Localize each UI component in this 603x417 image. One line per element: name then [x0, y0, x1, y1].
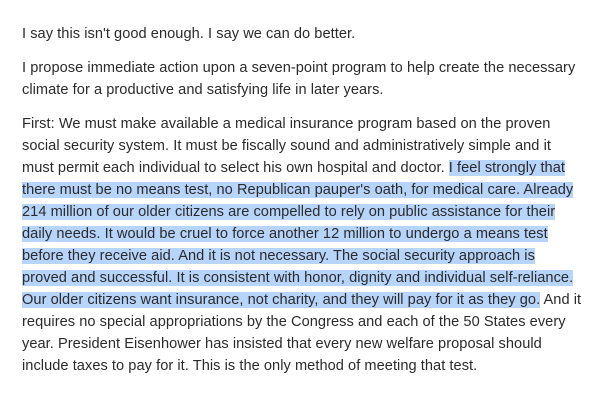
paragraph-intro: I say this isn't good enough. I say we can do better. — [22, 26, 356, 42]
paragraph-text-before-selection: First: We must make available a medical insurance program based on the proven social security system. It must be fiscally sound and administratively simple and it must permit each individual to select his own hospital and doctor. — [22, 116, 551, 176]
paragraph-proposal: I propose immediate action upon a seven-point program to help create the necessary climate for a productive and satisfying life in later years. — [22, 60, 576, 98]
article-body — [22, 23, 582, 377]
selected-text-highlight[interactable]: I feel strongly that there must be no means test, no Republican pauper's oath, for medical care. Already 214 million of our older citizens are compelled to rely on public assistance for their daily needs. It would be cruel to force another 12 million to undergo a means test before they receive aid. And it is not necessary. The social security approach is proved and successful. It is consistent with honor, dignity and individual self-reliance. Our older citizens want insurance, not charity, and they will pay for it as they go. — [22, 160, 574, 308]
paragraph-text-after-selection: And it requires no special appropriations by the Congress and each of the 50 States every year. President Eisenhower has insisted that every new welfare proposal should include taxes to pay for it. This is the only method of meeting that test. — [22, 292, 582, 374]
paragraph-first-point[interactable] — [22, 113, 582, 377]
